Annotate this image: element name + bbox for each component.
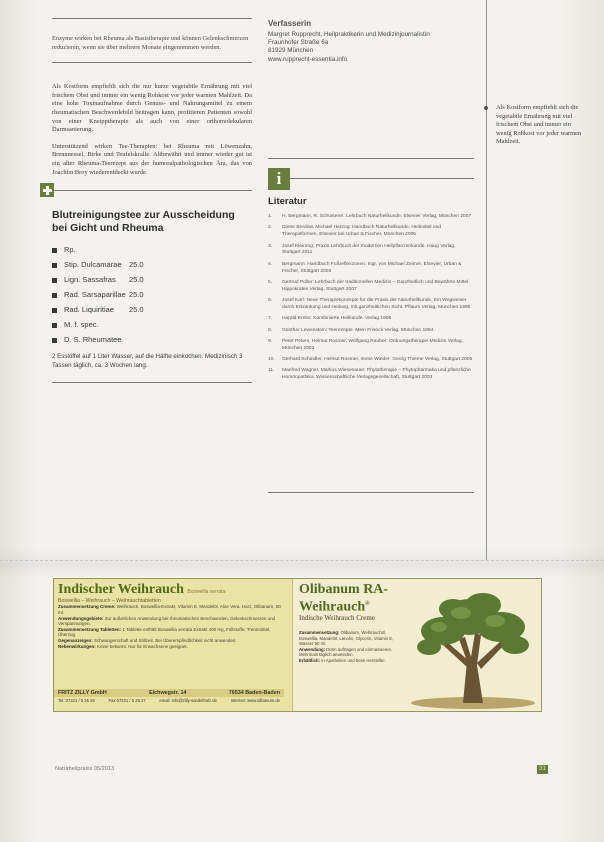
- ad-fax: Fax 07221 / 5 25 27: [108, 698, 146, 703]
- ad-line-text: Olibanum, Weihrauchöl, Boswellia, Mandelöl, Lanolin, Glycerin, Vitamin E, Wasser 50 ml.: [299, 630, 394, 647]
- ad-contact-line: [54, 697, 284, 704]
- tea-recipe-list: [52, 243, 252, 348]
- ad-line-text: In Apotheken und beim Hersteller.: [321, 657, 386, 663]
- ad-email[interactable]: email: info@zilly-sandelholz.de: [159, 698, 217, 703]
- tea-herb: Lign. Sassafras: [64, 275, 116, 285]
- ad-left-body: [58, 604, 284, 649]
- page-number: 31: [537, 765, 548, 774]
- cross-rule: [52, 190, 252, 191]
- ad-address-bar: [54, 689, 284, 697]
- literature-item: [268, 280, 474, 294]
- literature-number: 10.: [268, 357, 275, 363]
- literature-text: Gertrud Poller: Lehrbuch der traditionellen Medizin – Ganzheitlich und Bewährte Mittel. Hippokrates Verlag, Stuttgart 2007: [282, 279, 470, 292]
- tea-herb: Rp.: [64, 245, 76, 255]
- tea-item: [52, 333, 252, 348]
- tea-item: [52, 258, 252, 273]
- literature-text: Bergmann: Handbuch Fußreflexzonen. Ingr. von Michael Zeimer. Elsevier, Urban & Fischer, Stuttgart 2003: [282, 261, 462, 274]
- tea-item: [52, 273, 252, 288]
- literature-number: 1.: [268, 214, 273, 219]
- ad-city: 76534 Baden-Baden: [228, 690, 280, 696]
- bullet-square-icon: [52, 293, 57, 298]
- author-line[interactable]: www.rupprecht-essentia.info: [268, 55, 348, 63]
- ad-line-label: Erhältlich:: [299, 657, 321, 663]
- tea-end-rule: [52, 382, 252, 383]
- bullet-square-icon: [52, 263, 57, 268]
- bullet-dot-icon: [484, 106, 488, 110]
- author-line: Margret Rupprecht, Heilpraktikerin und Medizinjournalistin: [268, 30, 430, 38]
- medical-cross-icon: [40, 183, 54, 197]
- tea-item: [52, 288, 252, 303]
- author-line: Fraunhofer Straße 6a: [268, 39, 329, 46]
- tea-herb: Stip. Dulcamarae: [64, 260, 122, 270]
- tea-amount: 25.0: [129, 275, 144, 285]
- ad-left-panel: [58, 582, 284, 649]
- author-line: 81929 München: [268, 47, 314, 55]
- ad-text-line: [58, 627, 284, 638]
- tea-amount: 25.0: [129, 290, 144, 300]
- literature-text: Günther Lewenstein: Teerezepte. Mein Friseck Verlag, München 1994: [282, 327, 434, 333]
- literature-number: 11.: [268, 368, 275, 374]
- tea-herb: Rad. Liquiritiae: [64, 305, 115, 315]
- ad-right-title: Olibanum RA- Weihrauch®: [299, 582, 389, 615]
- literature-text: Gerhard Schindler, Helmut Rosmer, Imme Wieder: Georg Thieme Verlag, Stuttgart 2005: [282, 357, 473, 363]
- literature-text: Josef Karl: Neue Therapiekonzepte für die Praxis der Naturheilkunde. Ein Wegweiser durch Erkrankung und Heilung, mit ganzheitlichen Sicht. Pflaum Verlag, München 1995: [282, 298, 471, 311]
- top-rule: [52, 18, 252, 19]
- journal-footer: Naturheilpraxis 05/2013: [55, 766, 115, 772]
- literature-item: [268, 214, 474, 221]
- ad-right-body: [299, 630, 395, 664]
- literature-number: 2.: [268, 225, 273, 231]
- ad-line-label: Zusammensetzung Tabletten:: [58, 626, 122, 632]
- ad-line-text: Keine bekannt. Nur für Erwachsene geeignet.: [97, 643, 188, 649]
- literature-number: 9.: [268, 338, 273, 344]
- ad-line-label: Nebenwirkungen:: [58, 643, 96, 649]
- cross-separator: [52, 183, 252, 203]
- literature-number: 7.: [268, 316, 273, 322]
- literature-text: Josef Kleinrog: Praxis Lehrbuch der modernen Heilpflanzenkunde. Haug Verlag, Stuttgart 2011: [282, 243, 456, 256]
- literature-item: [268, 244, 474, 258]
- body-paragraph-1: Als Kostform empfiehlt sich die nur kurze vegetabile Ernährung mit viel frischem Obst und immer ein wenig Rohkost vor jeder warmen Mahlzeit. Da eine hohe Toxinaufnahme durch Genuss- und Nahrungsmittel zu einem rheumatischen Beschwerdebild beitragen kann, profitieren Patienten sowohl von einer Kneipptherapie als auch von einer orthomolekularen Darmsanierung.: [52, 83, 252, 134]
- literature-text: Peter Peters, Helmut Rosmer, Wolfgang Rauber: Ordnungstherapie Medizin Verlag, München 2003: [282, 338, 463, 351]
- author-address: [268, 31, 474, 65]
- tea-item: [52, 303, 252, 318]
- ad-line-label: Anwendungsgebiete:: [58, 615, 104, 621]
- literature-item: [268, 339, 474, 353]
- frankincense-tree-illustration: [403, 587, 537, 709]
- ad-street: Eichwegstr. 14: [149, 690, 187, 696]
- intro-paragraph: Enzyme wirken bei Rheuma als Basistherapie und können Gelenkschmerzen reduzieren, wenn sie über mehrere Monate eingenommen werden.: [52, 35, 249, 51]
- tea-instructions: 2 Esslöffel auf 1 Liter Wasser, auf die Hälfte einkochen. Medizinisch 3 Tassen täglich, ca. 3 Wochen lang.: [52, 353, 243, 370]
- literature-number: 4.: [268, 261, 273, 267]
- ad-line-text: Schwangerschaft und Stillzeit. Bei Überempfindlichkeit nicht anwenden.: [94, 637, 237, 643]
- column-divider: [486, 0, 487, 560]
- cut-line: [0, 560, 604, 561]
- tea-item: [52, 318, 252, 333]
- ad-line-label: Anwendung:: [299, 646, 326, 652]
- middle-column: [268, 18, 474, 518]
- ad-right-panel: [292, 579, 541, 711]
- ad-line-label: Gegenanzeigen:: [58, 637, 93, 643]
- left-column: [52, 18, 252, 383]
- ad-line-label: Zusammensetzung Creme:: [58, 604, 116, 610]
- bullet-square-icon: [52, 278, 57, 283]
- author-rule: [268, 158, 474, 159]
- ad-text-line: [299, 647, 395, 658]
- ad-text-line: [299, 630, 395, 647]
- literature-item: [268, 368, 474, 382]
- ad-line-text: Dünn auftragen und einmassieren. Mehrmals täglich anwenden.: [299, 646, 393, 658]
- tea-item: [52, 243, 252, 258]
- literature-list: [268, 214, 474, 387]
- ad-line-label: Zusammensetzung:: [299, 630, 340, 635]
- literature-item: [268, 328, 474, 335]
- tea-herb: M. f. spec.: [64, 320, 99, 330]
- literature-item: [268, 316, 474, 323]
- literature-text: Manfred Wagner, Markus Wiesenauer: Phytotherapie – Phytopharmaka und pflanzliche Homöopathika. Wissenschaftliche Verlagsgesellschaft, Stuttgart 2003: [282, 368, 471, 381]
- literature-item: [268, 225, 474, 239]
- ad-right-subtitle: Indische Weihrauch Creme: [299, 614, 375, 622]
- ad-left-title: Indischer Weihrauch Boswellia serrata: [58, 582, 226, 597]
- ad-phone: Tel. 07221 / 5 25 26: [58, 698, 95, 703]
- literature-number: 3.: [268, 243, 273, 249]
- ad-text-line: [58, 604, 284, 615]
- ad-left-subtitle: Boswellia – Weihrauch – Weihrauchtabletten: [58, 598, 161, 604]
- literature-item: [268, 357, 474, 364]
- tea-amount: 25.0: [129, 260, 144, 270]
- ad-text-line: [58, 644, 284, 650]
- body-paragraph-2: Unterstützend wirken Tee-Therapien: bei Rheuma mit Löwenzahn, Brennnessel, Birke und Teufelskralle. Altbewährt und immer wieder gut ist ein alter Rheuma-Teerezept aus der humoralpathologischen Ära, das von Joachim Broy wiederentdeckt wurde.: [52, 142, 252, 176]
- literature-title: Literatur: [268, 196, 307, 207]
- literature-item: [268, 262, 474, 276]
- tea-amount: 25.0: [129, 305, 144, 315]
- literature-text: H. Bergmann, R. Schusterer: Lehrbuch Naturheilkunde. Elsevier Verlag, München 2007: [282, 214, 472, 219]
- ad-line-text: 1 Tablette enthält Boswellia serrata Extrakt 400 mg, Füllstoffe, Trennmittel, Überzug.: [58, 626, 271, 638]
- ad-web[interactable]: Internet: www.olibanum.de: [230, 698, 280, 703]
- bullet-square-icon: [52, 308, 57, 313]
- ad-company: FRITZ ZILLY GmbH: [58, 690, 107, 696]
- right-column-snippet: Als Kostform empfiehlt sich die vegetabile Ernährung mit viel frischem Obst und immer ein wenig Rohkost vor jeder warmen Mahlzeit.: [496, 104, 582, 146]
- bullet-square-icon: [52, 248, 57, 253]
- bullet-square-icon: [52, 323, 57, 328]
- bullet-square-icon: [52, 338, 57, 343]
- literature-number: 6.: [268, 298, 273, 304]
- literature-text: Dieter Bredow, Michael Herzog: Handbuch Naturheilkunde, Heilmittel und Therapieformen. Elsevier bei Urban & Fischer, München 2005: [282, 225, 442, 238]
- author-heading: Verfasserin: [268, 19, 312, 28]
- literature-end-rule: [268, 492, 474, 493]
- advertisement: [53, 578, 542, 712]
- ad-text-line: [58, 616, 284, 627]
- page-fold-shadow: [0, 548, 604, 578]
- ad-line-text: Weihrauch, Boswellia-Extrakt, Vitamin E, Mandelöl, Aloe Vera, Harz, Olibanum, 50 ml.: [58, 604, 281, 615]
- tea-herb: Rad. Sarsaparillae: [64, 290, 126, 300]
- literature-number: 5.: [268, 279, 273, 285]
- tea-recipe-title: Blutreinigungstee zur Ausscheidung bei Gicht und Rheuma: [52, 209, 235, 235]
- literature-number: 8.: [268, 327, 273, 333]
- ad-line-text: Zur äußerlichen Anwendung bei rheumatischen Beschwerden, Gelenkschmerzen und Verspannungen.: [58, 615, 276, 627]
- literature-text: Harald Krebs: Kombinierte Heilkunde. Verlag 1996: [282, 316, 392, 322]
- ad-text-line: [299, 658, 395, 664]
- intro-rule: [52, 62, 252, 63]
- tea-herb: D. S. Rheumatee: [64, 335, 122, 345]
- literature-item: [268, 298, 474, 312]
- info-icon: i: [268, 168, 290, 190]
- info-rule: [290, 178, 474, 179]
- ad-contact-block: [54, 689, 284, 704]
